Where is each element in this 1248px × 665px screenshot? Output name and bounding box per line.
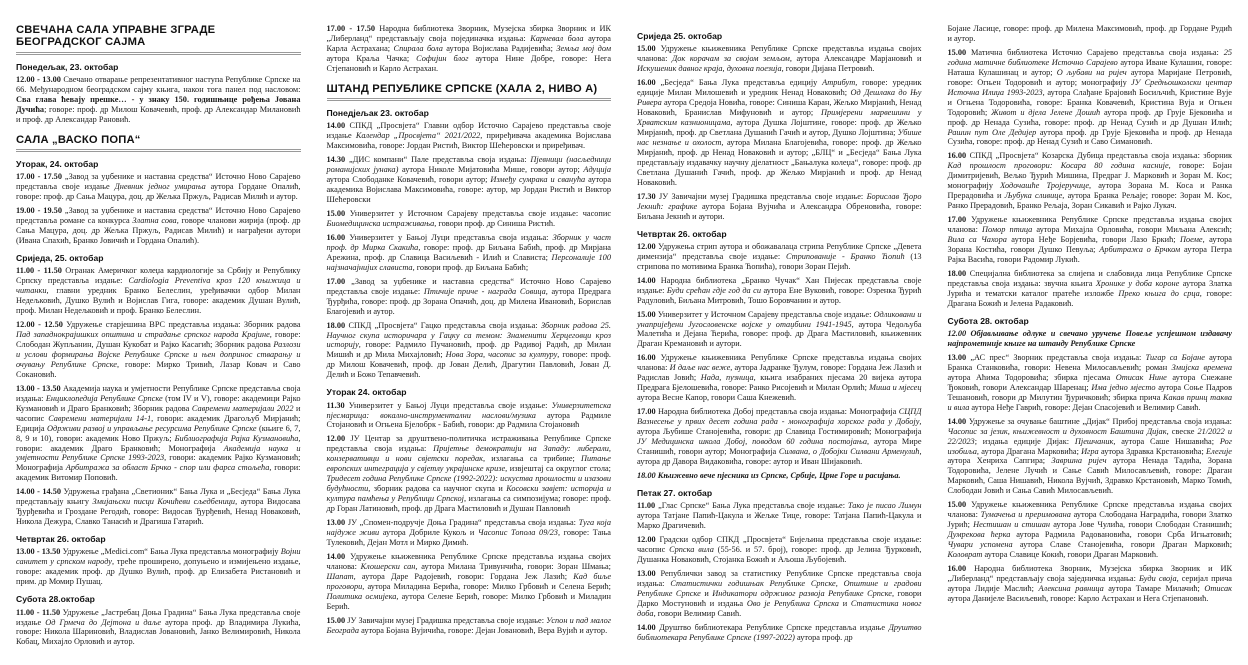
- event: 12.00 - 12.50 Удружење старјешина ВРС представља издања: Зборник радова Пад западнокрајишких општина и страдање српског народа Крајине, говоре: Слободан Жупљанин, Душан Кукобат и Рајко Касагић; Зборник радова Разлози и услови формирања Војске Републике Српске и њен допринос стварању и очувању Републике Српске, говоре: Мирко Тривић, Лазар Ковач и Саво Сокановић.: [16, 320, 301, 379]
- event-time: 13.00: [947, 352, 967, 362]
- event-time: 13.00: [637, 568, 656, 578]
- program-column-4: [948, 24, 1233, 665]
- day-heading: Сриједа 25. октобар: [637, 31, 723, 41]
- event: 13.00 - 13.50 Академија наука и умјетности Републике Српске представља своја издања: Енциклопедија Републике Српске (том IV и V), говоре: академици Рајко Кузмановић и Драго Бранковић; Зборник радова Савремени материјали 2022 и часопис Савремени материјали 14-1, говори: академик Драгољуб Мирјанић; Едиција Одрживи развој и управљање ресурсима Републике Српске (књиге 6, 7, 8, 9 и 10), говори: академик Ново Пржуљ; Библиографија Рајка Кузмановића, говори: академик Драго Бранковић; Монографија Академија наука и умјетности Републике Српске 1993-2023, говори: академик Рајко Кузмановић; Монографија Арбитража за област Брчко - спор или фарса стољећа, говори: академик Витомир Поповић.: [16, 383, 301, 483]
- event: 13.00 - 13.50 Удружење „Medici.com“ Бања Лука представља монографију Војни санитет у српском народу, треће проширено, допуњено и измијењено издање, говоре: академик проф. др Душко Вулић, проф. др Елизабета Ристановић и прим. др Момир Пушац.: [16, 547, 301, 587]
- event: 15.00 Матична библиотека Источно Сарајево представља своја издања: 25 година матичне библиотеке Источно Сарајево аутора Иване Кулашин, говоре: Наташа Кулашинац и аутор; О љубави на ријеч аутора Маријане Петровић, говоре: Огњен Тодоровић и аутор; монографију ЈУ Средњошколски центар Источна Илиџа 1993-2023, аутора Слађане Брајовић Босиљчић, Кристине Вује и Огњена Тодоровића, говоре: Бранка Ковачевић, Кристина Вуја и Огњен Тодоровић; Живот и дјела Јелене Дошић аутора проф. др Грује Бјековића и проф. др Ненада Сузића, говоре: проф. др Ненад Сузић и др Душан Илић; Рашин пут Оле Дедијер аутора проф. др Грује Бјековића и проф. др Ненада Сузића, говоре: проф. др Ненад Сузић и Саво Симановић.: [947, 47, 1233, 147]
- event: 15.00 Удружење књижевника Републике Српске представља издања својих чланова: Док корачам за својом земљом, аутора Александре Марјановић и Искушеник давног краја, духовна поезија, говори Дијана Петровић.: [637, 44, 922, 74]
- event: 16.00 Удружење књижевника Републике Српске представља издања својих чланова: И даље нас веже, аутора Јадранке Ђулум, говоре: Гордана Јеж Лазић и Радислав Јовић; Нада, пузница, књига изабраних пјесама 20 вијека аутора Предрага Бјелошевића, говоре: Ранко Рисојевић и Милан Орлић; Миша и мјесец аутора Весне Капор, говори Саша Кнежевић.: [637, 353, 922, 403]
- event-time: 17.00 - 17.50: [326, 24, 376, 33]
- event: 14.00 Удружење за очување баштине „Дијак“ Прибој представља своја издања: Часопис за језик, књижевност и духовност Баштина Дијак, свеске 21/2022 и 22/2023; издања едиције Дијак: Пјешчаник, аутора Саше Нишавића; Рог изобиља, аутора Драгана Марковића; Игра аутора Здравка Крстановића; Елегије аутора Хенриха Сапгира; Завршна ријеч аутора Ненада Тадића, Зорана Тодоровића, Јелене Лучић и Сање Савић Милосављевић, говоре: Драган Марковић, Саша Нишавић, Никола Вујчић, Здравко Крстановић, Марко Томић, Слободан Јовић и Сања Савић Милосављевић.: [947, 416, 1232, 496]
- day-heading: Петак 27. октобар: [637, 487, 713, 498]
- event: 17.00 „Завод за уџбенике и наставна средства“ Источно Ново Сарајево представља своје издање: Птичије приче - награда Совица, аутора Предрага Ђурђића, говоре: проф. др Зорана Опачић, доц. др Милена Ивановић, Борислав Благојевић и аутор.: [326, 276, 611, 316]
- event-time: 16.00: [947, 564, 967, 574]
- event: 17.00 - 17.50 „Завод за уџбенике и наставна средства“ Источно Ново Сарајево представља своје издање Дневник једног умирања аутора Гордане Опалић, говоре: проф. др Сања Мацура, доц. др Жељка Пржуљ, Радисав Милић и аутор.: [16, 172, 301, 202]
- event: 16.00 „Бесједа“ Бања Лука представља едицију Атрибут, говоре: уредник едиције Милан Милошевић и уредник Ненад Новаковић; Од Дешлака до Њу Ривера аутора Средоја Новића, говоре: Синиша Каран, Жељко Мирјанић, Ненад Новаковић, Бранислав Мифуновић и аутор; Примјерени марвешини у Хрватским казнионицама, аутора Душка Лојштине, говоре: проф. др Жељко Мирјанић, проф. др Светлана Душанић Гачић и аутор, Душко Лојштина; Убише нас незнање и охолост, аутора Милана Благојевића, говоре: проф. др Жељко Мирјанић, проф. др Ненад Новаковић и аутор; „БЛЦ“ и „Бесједа“ Бања Лука представљају издавачку научну дјелатност „Бањалука колеџа“, говоре: проф. др Светлана Душанић Гачић, проф. др Жељко Мирјанић и проф. др Ненад Новаковић.: [637, 78, 922, 187]
- section-header: ШТАНД РЕПУБЛИКЕ СРПСКЕ (ХАЛА 2, НИВО А): [327, 83, 612, 101]
- event: 18.00 Књижевно вече пјесника из Српске, Србије, Црне Горе и расијања.: [637, 470, 901, 480]
- event: 16.00 СПКД „Просвјета“ Козарска Дубица представља своја издања: зборник Кад прошлост проговори: Косара 80 година касније, говоре: Бојан Димитријевић, Вељко Ђурић Мишина, Предраг Ј. Марковић и Зоран М. Кос; монографију Ходочашће Тројеручице, аутора Зорана М. Коса и Ранка Прерадовића и Љубука сливице, аутора Бранка Рељаје; говоре: Зоран М. Кос, Ранко Прерадовић, Бранко Рељаја, Зоран Сикавић и Рајко Лукач.: [947, 151, 1233, 211]
- event-time: 13.00 - 13.50: [16, 383, 61, 393]
- event: 15.00 Универзитет у Источном Сарајеву представља своје издање: Одликовани и унапријеђени Југословенске војске у отаџбини 1941-1945, аутора Чедољуба Малетића и Дејана Ћерића, говоре: проф. др Драга Мастиловић, књижевник Драган Кремановић и аутори.: [637, 309, 922, 349]
- event: 12.00 - 13.00 Свечано отварање репрезентативног наступа Републике Српске на 66. Међународном београдском сајму књига, након тога панел под насловом: Сва глава ћевају прешке… - у знаку 150. годишњице рођења Јована Дучића; говоре: проф. др Милош Ковачевић, проф. др Александар Милановић и проф. др Александар Рановић.: [16, 74, 301, 124]
- event-time: 11.00: [637, 501, 656, 511]
- program-column-1: [16, 24, 301, 665]
- event: 11.00 - 11.50 Удружење „Јастребац Доња Градина“ Бања Лука представља своје издање Од Грмеча до Дејтона и даље аутора проф. др Владимира Лукића, говоре: Никола Шариновић, Владислав Јовановић, Јанко Велимировић, Никола Кобац, Михајло Орловић и аутор.: [16, 607, 301, 647]
- section-header: САЛА „ВАСКО ПОПА“: [16, 134, 301, 152]
- event: 14.00 - 14.50 Удружења грађана „Светионик“ Бања Лука и „Бесједа“ Бања Лука представљају књигу Змијањски писци Кочићеви сљедбеници, аутора Видосава Ђурђевића и Гроздане Регодић, говоре: Видосав Ђурђевић, Ненад Новаковић, Никола Дежура, Славко Танасић и Драгиша Гатарић.: [16, 487, 301, 527]
- event-time: 17.00: [947, 215, 967, 225]
- program-column-3: [637, 24, 922, 665]
- day-heading: Четвртак 26. октобар: [16, 534, 106, 545]
- program-column-2: [327, 24, 612, 665]
- day-heading: Сриједа, 25. октобар: [16, 253, 104, 263]
- event-time: 11.30: [326, 400, 345, 410]
- event: 12.00 ЈУ Центар за друштвено-политичка истраживања Републике Српске представља своја издања: Пријетње демократији на Западу: либерали, конзервативци и нови свјетски поредак, излагања са трибине; Питање европских интеграција у свјетлу украјинске кризе, извјештај са округлог стола; Тридесет година Републике Српске (1992-2022): искуства прошлости и изазови будућности, зборник радова са научног скупа и Косовски завјет: историја и култура памћења у Републици Српској, излагања са симпозијума; говоре: проф. др Горан Латиновић, проф. др Драга Мастиловић и Душан Павловић: [326, 434, 611, 514]
- event-time: 15.00: [947, 47, 967, 57]
- event-time: 17.30: [637, 191, 656, 201]
- event-time: 16.00: [637, 78, 656, 88]
- event-time: 17.00 - 17.50: [16, 172, 62, 182]
- event-time: 18.00: [637, 470, 656, 480]
- day-heading: Субота 28. октобар: [947, 315, 1029, 326]
- event: 17.00 - 17.50 Народна библиотека Зворник, Музејска збирка Зворник и ИК „Либерланд“ представљају своја појединачка издања: Карневал бола аутора Карла Астрахана; Спирала бола аутора Војислава Радијевића; Земља мој дом аутора Краља Чачка; Софијин блог аутора Нине Добре, говоре: Нега Стјепановић и Карло Астрахан.: [326, 24, 612, 73]
- event: 14.00 Удружење књижевника Републике Српске представља издања својих чланова: Клошерски сан, аутора Милана Тривунчића, говори: Зоран Шмања; Шапат, аутора Даре Радојевић, говори: Гордана Јеж Лазић; Кад биље проговори, аутора Миладина Берића, говоре: Милко Грбовић и Селена Берић; Политика осмијека, аутора Селене Берић, говоре: Милко Грбовић и Миладин Берић.: [326, 551, 611, 611]
- event-time: 16.00: [947, 151, 967, 161]
- event: 18.00 Специјална библиотека за слијепа и слабовида лица Републике Српске представља своја издања: звучна књига Хронике у доба короне аутора Златка Јурића и тематски каталог пратеће изложбе Преко књига до срца, говоре: Драгана Божић и Јелена Радаковић.: [947, 268, 1233, 308]
- event: 14.00 Друштво библиотекара Републике Српске представља издање Друштво библиотекара Републике Српске (1997-2022) аутора проф. др: [637, 622, 922, 642]
- event: 16.00 Народна библиотека Зворник, Музејска збирка Зворник и ИК „Либерланд“ представљају своја заједничка издања: Буди своја, серијал прича аутора Лидије Маслић; Алексина равница аутора Тамаре Милачић; Отисак аутора Данијеле Васиљевић, говоре: Карло Астрахан и Нега Стјепановић.: [947, 564, 1232, 603]
- event: 15.00 Удружење књижевника Републике Српске представља издања својих чланова: Тумачења и преримована аутора Слободана Наградића, говори Златко Јурић; Нестишан и стишан аутора Јове Чулића, говори Слободан Станишић; Думрекова ћерка аутора Радмила Радовановића, говори Срба Игњатовић; Чувари успомена аутора Славе Станојевића, говори Драган Марковић; Коловрат аутора Славице Кокић, говори Драган Марковић.: [947, 500, 1232, 560]
- event-time: 12.00 - 12.50: [16, 320, 63, 330]
- event-time: 17.00: [637, 407, 656, 417]
- event: 15.00 Универзитет у Источном Сарајеву представља своје издање: часопис Биомедицинска истраживања, говори проф. др Синиша Ристић.: [326, 209, 611, 228]
- event-time: 15.00: [326, 615, 346, 625]
- day-heading: Субота 28.октобар: [16, 594, 95, 605]
- day-heading: Четвртак 26. октобар: [637, 228, 727, 239]
- event: 13.00 Републички завод за статистику Републике Српске представља своја издања: Статистички годишњак Републике Српске, Општине и градови Републике Српске и Индикатори одрживог развоја Републике Српске, говори Дарко Мостуновић и издања Ово је Република Српска и Статистика новог доба, говори Велимир Савић.: [637, 568, 922, 618]
- event-time: 17.00: [326, 276, 346, 286]
- event-time: 16.00: [326, 232, 346, 242]
- event: 19.00 - 19.50 „Завод за уџбенике и наставна средства“ Источно Ново Сарајево представља романе са конкурса Златна сова, говоре чланови жирија (проф. др Сања Мацура, доц. др Жељка Пржуљ, Радисав Милић) и награђени аутори (Ивана Спахић, Бранко Јовичић и Гордана Опалић).: [16, 206, 301, 246]
- event-time: 14.00: [326, 121, 346, 131]
- event: 11.00 - 11.50 Огранак Америчког колеџа кардиологије за Србију и Републику Српску представља издање: Cardiologia Preventiva кроз 120 књижица и читанки, главни уредник Бранко Белеслин, уређивачки одбор Милан Недељковић, Душко Вулић и Војислав Гига, говоре: академик Душан Вулић, проф. Милан Недељковић и проф. Бранко Белеслин.: [16, 266, 301, 316]
- event-time: 12.00: [947, 329, 967, 339]
- event-time: 18.00: [326, 320, 346, 330]
- event-time: 11.00 - 11.50: [16, 266, 62, 276]
- event: 12.00 Удружења стрип аутора и обожавалаца стрипа Републике Српске „Девета димензија“ представља своје издање: Стрипованије - Бранко Ћопић (13 стрипова по мотивима Бранка Ћопића), говори Зоран Пејић.: [637, 241, 922, 271]
- event-time: 14.00 - 14.50: [16, 487, 62, 497]
- event-time: 15.00: [947, 500, 967, 510]
- event-time: 12.00: [637, 241, 656, 251]
- event-time: 19.00 - 19.50: [16, 206, 62, 216]
- event: 14.30 „ДИС компани“ Пале представља своја издања: Пјевници (насљедници романијских јунака) аутора Николе Мијатовића Мише, говори аутор; Адуција аутора Слободанке Ковачевић, говори аутор; Између сумрака и сванућа аутора академика Војислава Максимовића, говоре: аутор, мр Јордан Ристић и Виктор Шећеровски: [326, 155, 612, 205]
- event-time: 14.00: [326, 551, 346, 561]
- event-time: 18.00: [947, 268, 967, 278]
- day-heading: Понедјељак 23. октобар: [326, 108, 429, 119]
- event: 17.30 ЈУ Завичајни музеј Градишка представља своје издање: Борислав Ђоро Јекнић: графике аутора Бојана Вујчића и Александра Обреновића, говоре: Биљана Јекнић и аутори.: [637, 191, 922, 221]
- day-heading: Понедељак, 23. октобар: [16, 61, 119, 72]
- event-time: 14.30: [326, 155, 346, 165]
- day-heading: Уторак, 24. октобар: [16, 159, 99, 170]
- event-time: 11.00 - 11.50: [16, 607, 61, 617]
- event-time: 13.00 - 13.50: [16, 547, 61, 557]
- event-continuation: Бојане Ласице, говоре: проф. др Милена Максимовић, проф. др Гордане Рудић и аутор.: [947, 24, 1232, 43]
- event-time: 12.00 - 13.00: [16, 74, 61, 84]
- event: 14.00 Народна библиотека „Бранко Чучак“ Хан Пијесак представља своје издање: Буди срећан гдје год да си аутора Ене Вуковић, говоре: Озренка Ђурић Радуловић, Биљана Митровић, Тошо Боровчанин и аутор.: [637, 275, 922, 305]
- event-time: 15.00: [637, 309, 656, 319]
- event-time: 14.00: [947, 416, 967, 426]
- event: 18.00 СПКД „Просвјета“ Гацко представља своја издања: Зборник радова 25. Научног скупа историчара у Гацку са темом: Знаменити Херцеговци кроз историју, говоре: Радмило Пучановић, проф. др Радивој Радић, др Милан Мишић и др Мила Михајловић; Нова Зора, часопис за културу, говоре: проф. др Милош Ковачевић, проф. др Јован Делић, Драгутин Павловић, Јован Д. Делић и Божо Тепавчевић.: [326, 320, 611, 380]
- section-header: СВЕЧАНА САЛА УПРАВНЕ ЗГРАДЕ БЕОГРАДСКОГ САЈМА: [16, 24, 301, 55]
- event-time: 16.00: [637, 353, 656, 363]
- day-heading: Уторак 24. октобар: [326, 387, 407, 398]
- event: 11.00 „Глас Српске“ Бања Лука представља своје издање: Тако је писао Лимун аутора Татјане Папић-Цакула и Жељке Тице, говоре: Татјана Папић-Цакула и Марко Драгичевић.: [637, 501, 922, 531]
- event: 12.00 Градски одбор СПКД „Просвјета“ Бијељина представља своје издање: часопис Српска вила (55-56. и 57. број), говоре: проф. др Јелина Ђурковић, Душанка Новаковић, Стојанка Божић и Аљоша Љубојевић.: [637, 534, 922, 564]
- event-time: 14.00: [637, 622, 656, 632]
- event-time: 15.00: [637, 44, 656, 54]
- event-time: 12.00: [637, 534, 656, 544]
- event: 14.00 СПКД „Просвјета“ Главни одбор Источно Сарајево представља своје издање Календар „Просвјета“ 2021/2022, приређивача академика Војислава Максимовића, говоре: Јордан Ристић, Виктор Шећеровски и приређивач.: [326, 121, 612, 151]
- event: 17.00 Удружење књижевника Републике Српске представља издања својих чланова: Помор птица аутора Михајла Орловића, говори Миљана Алексић; Вила са Чахора аутора Неђе Борјевића, говори Лазо Бркић; Поеме, аутора Зорана Костића, говори Душко Певуља; Арбитража о Брчком аутора Петра Рајка Васића, говори Радомир Лукић.: [947, 215, 1232, 264]
- event-time: 14.00: [637, 275, 656, 285]
- event: 12.00 Објављивање одлуке и свечано уручење Повеље успјешном издавачу најпрометније књиге на штанду Републике Српске: [947, 329, 1232, 348]
- event: 13.00 ЈУ „Спомен-подручје Доња Градина“ представља своја издања: Туга која најдуже живи аутора Добриле Кукољ и Часопис Топола 09/23, говоре: Тања Тулековић, Дејан Мотл и Мирко Димић.: [326, 518, 611, 547]
- event: 11.30 Универзитет у Бањој Луци представља своје издање: Универзитетска пјесмарица: вокално-инструментални наслови/музика аутора Радмиле Стојановић и Огњена Бјелобрк - Бабић, говори: др Радмила Стојановић: [326, 400, 611, 430]
- event-time: 12.00: [326, 434, 346, 444]
- event-time: 15.00: [326, 209, 346, 219]
- event: 15.00 ЈУ Завичајни музеј Градишка представља своје издање: Успон и пад малог Београда аутора Бојана Вујичића, говоре: Дејан Јовановић, Вера Вујић и аутор.: [326, 615, 612, 635]
- event-time: 13.00: [326, 518, 346, 528]
- event: 16.00 Универзитет у Бањој Луци представља своја издања: Зборник у част проф. др Мирка Скакића, говоре: проф. др Биљана Бабић, проф. др Мирјана Арежина, проф. др Славица Васиљевић - Илић и Слависта; Персоналије 100 најзначајнијих слависта, говори проф. др Биљана Бабић;: [326, 232, 611, 272]
- event: 17.00 Народна библиотека Добој представља своја издања: Монографија СЦПД Вазнесење у првих десет година рада - монографија хорског рада у Добоју, аутора Љубише Станојевића, говори: др Славица Гостимировић; Монографија ЈУ Медицинска школа Добој, поводом 60 година постојања, аутора Мире Станишић, говори аутор; Монографија Силвана, о Добојки Силвани Арменулић, аутора др Давора Видаковића, говоре: аутор и Иван Шијаковић.: [637, 407, 922, 466]
- event: 13.00 „АС прес“ Зворник представља своја издања: Тигар са Бојане аутора Бранка Станковића, говори: Невена Милосављевић; роман Змијска времена аутора Аћима Тодоровића; збирка пјесама Отисак Нине аутора Снежане Ђоковић, говори Александар Шаренац; Има једно мјесто аутора Соње Падров Тешановић, говори др Милутин Ђуричковић; збирка прича Какав принц таква и вила аутора Неђе Гаврић, говоре: Дејан Спасојевић и Велимир Савић.: [947, 352, 1232, 412]
